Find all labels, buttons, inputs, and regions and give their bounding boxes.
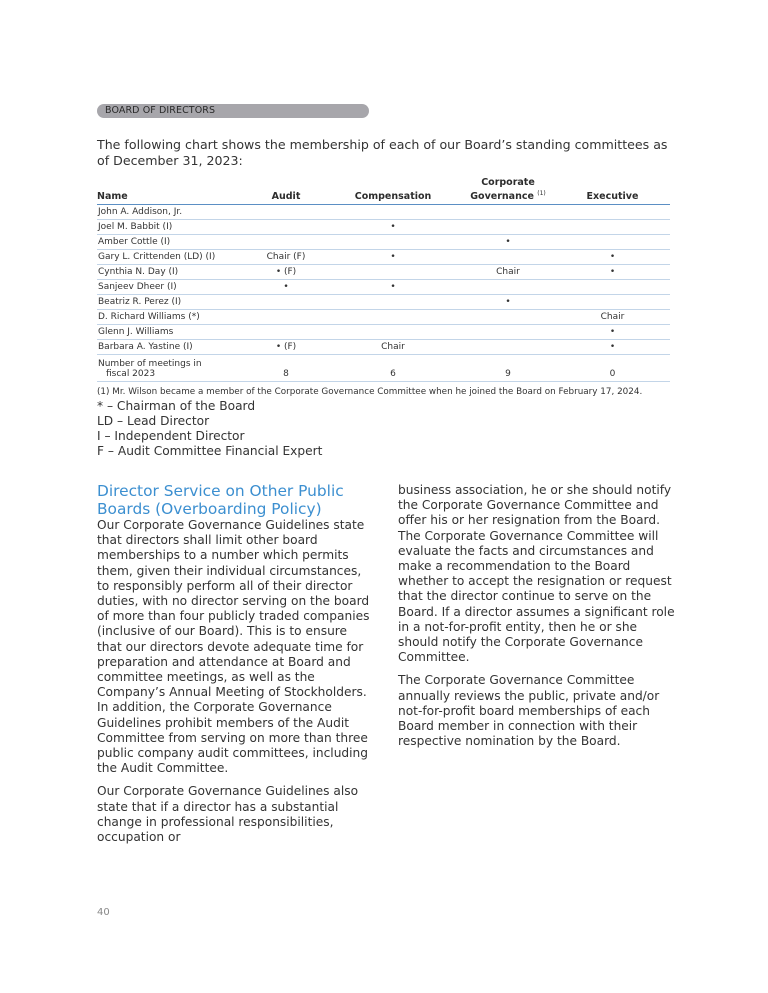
cell-audit xyxy=(247,310,325,325)
header-governance-line1: Corporate xyxy=(481,177,535,188)
cell-executive xyxy=(555,295,670,310)
director-name: Barbara A. Yastine (I) xyxy=(97,340,247,355)
intro-text: The following chart shows the membership of each of our Board’s standing committees as of December 31, 2023: xyxy=(97,137,668,168)
director-name: Cynthia N. Day (I) xyxy=(97,265,247,280)
cell-governance xyxy=(461,250,555,265)
director-name: Gary L. Crittenden (LD) (I) xyxy=(97,250,247,265)
legend xyxy=(97,399,322,459)
table-row xyxy=(97,265,670,280)
meetings-executive: 0 xyxy=(555,355,670,382)
cell-governance: • xyxy=(461,295,555,310)
meetings-compensation: 6 xyxy=(325,355,461,382)
legend-item: LD – Lead Director xyxy=(97,414,210,428)
director-name: Sanjeev Dheer (I) xyxy=(97,280,247,295)
cell-audit: • (F) xyxy=(247,265,325,280)
cell-executive: • xyxy=(555,325,670,340)
table-row xyxy=(97,325,670,340)
header-governance-line2: Governance xyxy=(470,191,534,203)
table-footnote: (1) Mr. Wilson became a member of the Corporate Governance Committee when he joined the Board on February 17, 2024. xyxy=(97,387,643,397)
cell-compensation: • xyxy=(325,220,461,235)
cell-governance xyxy=(461,220,555,235)
table-row xyxy=(97,295,670,310)
cell-audit xyxy=(247,205,325,220)
cell-governance: • xyxy=(461,235,555,250)
cell-compensation xyxy=(325,235,461,250)
meetings-label xyxy=(97,355,247,382)
section-tag: BOARD OF DIRECTORS xyxy=(97,104,369,118)
table-row xyxy=(97,250,670,265)
meetings-row xyxy=(97,355,670,382)
paragraph: business association, he or she should notify the Corporate Governance Committee and offer his or her resignation from the Board. The Corporate Governance Committee will evaluate the facts and circumstances and make a recommendation to the Board whether to accept the resignation or request that the director continue to serve on the Board. If a director assumes a significant role in a not-for-profit entity, then he or she should notify the Corporate Governance Committee. xyxy=(398,483,675,665)
legend-item: I – Independent Director xyxy=(97,429,245,443)
cell-audit: • xyxy=(247,280,325,295)
committee-membership-table xyxy=(97,177,670,382)
cell-executive xyxy=(555,235,670,250)
cell-compensation xyxy=(325,295,461,310)
cell-audit xyxy=(247,325,325,340)
meetings-governance: 9 xyxy=(461,355,555,382)
cell-compensation xyxy=(325,205,461,220)
cell-audit xyxy=(247,235,325,250)
page-number: 40 xyxy=(97,907,110,918)
cell-compensation xyxy=(325,265,461,280)
cell-compensation xyxy=(325,310,461,325)
cell-governance xyxy=(461,280,555,295)
cell-governance xyxy=(461,340,555,355)
legend-item: * – Chairman of the Board xyxy=(97,399,256,413)
article-left-column xyxy=(97,482,373,853)
meetings-audit: 8 xyxy=(247,355,325,382)
cell-executive xyxy=(555,205,670,220)
paragraph: Our Corporate Governance Guidelines state that directors shall limit other board memberships to a number which permits them, given their individual circumstances, to responsibly perform all of their director duties, with no director serving on the board of more than four publicly traded companies (inclusive of our Board). This is to ensure that our directors devote adequate time for preparation and attendance at Board and committee meetings, as well as the Company’s Annual Meeting of Stockholders. In addition, the Corporate Governance Guidelines prohibit members of the Audit Committee from serving on more than three public company audit committees, including the Audit Committee. xyxy=(97,518,370,776)
cell-executive xyxy=(555,220,670,235)
cell-governance xyxy=(461,310,555,325)
cell-executive: • xyxy=(555,340,670,355)
cell-audit: • (F) xyxy=(247,340,325,355)
cell-executive: Chair xyxy=(555,310,670,325)
table-row xyxy=(97,205,670,220)
director-name: John A. Addison, Jr. xyxy=(97,205,247,220)
cell-governance: Chair xyxy=(461,265,555,280)
director-name: D. Richard Williams (*) xyxy=(97,310,247,325)
cell-compensation xyxy=(325,325,461,340)
director-name: Joel M. Babbit (I) xyxy=(97,220,247,235)
cell-executive: • xyxy=(555,265,670,280)
legend-item: F – Audit Committee Financial Expert xyxy=(97,444,323,458)
cell-audit xyxy=(247,220,325,235)
article-right-column xyxy=(398,483,678,757)
table-header-row xyxy=(97,177,670,205)
director-name: Amber Cottle (I) xyxy=(97,235,247,250)
table-row xyxy=(97,220,670,235)
cell-compensation: • xyxy=(325,250,461,265)
cell-executive xyxy=(555,280,670,295)
table-row xyxy=(97,235,670,250)
meetings-label-line2: fiscal 2023 xyxy=(106,369,156,380)
footnote-ref: (1) xyxy=(537,190,546,197)
table-row xyxy=(97,310,670,325)
header-audit: Audit xyxy=(247,177,325,205)
cell-executive: • xyxy=(555,250,670,265)
header-compensation: Compensation xyxy=(325,177,461,205)
header-executive: Executive xyxy=(555,177,670,205)
cell-compensation: • xyxy=(325,280,461,295)
director-name: Beatriz R. Perez (I) xyxy=(97,295,247,310)
paragraph: Our Corporate Governance Guidelines also state that if a director has a substantial change in professional responsibilities, occupation or xyxy=(97,784,359,845)
meetings-label-line1: Number of meetings in xyxy=(98,359,202,370)
director-name: Glenn J. Williams xyxy=(97,325,247,340)
cell-governance xyxy=(461,205,555,220)
cell-audit xyxy=(247,295,325,310)
article-heading: Director Service on Other Public Boards (Overboarding Policy) xyxy=(97,482,344,518)
header-governance xyxy=(461,177,555,205)
table-row xyxy=(97,280,670,295)
cell-compensation: Chair xyxy=(325,340,461,355)
cell-audit: Chair (F) xyxy=(247,250,325,265)
paragraph: The Corporate Governance Committee annually reviews the public, private and/or not-for-profit board memberships of each Board member in connection with their respective nomination by the Board. xyxy=(398,673,660,749)
cell-governance xyxy=(461,325,555,340)
header-name: Name xyxy=(97,177,247,205)
table-row xyxy=(97,340,670,355)
